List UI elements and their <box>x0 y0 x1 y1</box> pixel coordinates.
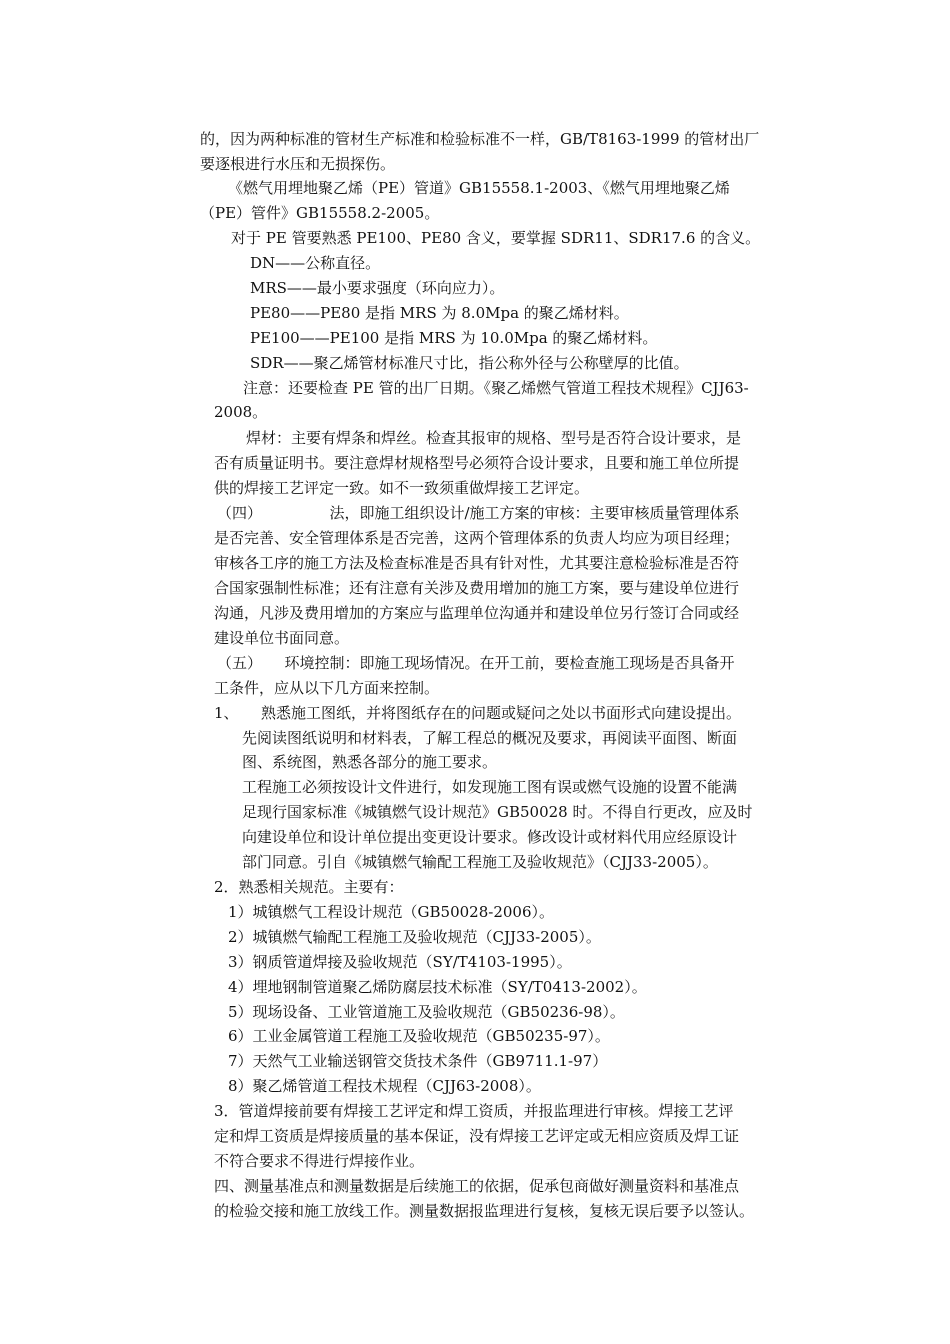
text-line: 不符合要求不得进行焊接作业。 <box>214 1152 425 1170</box>
text-line: 要逐根进行水压和无损探伤。 <box>200 155 396 173</box>
text-line: 6）工业金属管道工程施工及验收规范（GB50235-97）。 <box>228 1027 610 1045</box>
text-line: 3）钢质管道焊接及验收规范（SY/T4103-1995）。 <box>228 953 572 971</box>
text-line: 的，因为两种标准的管材生产标准和检验标准不一样，GB/T8163-1999 的管材出厂 <box>200 130 760 148</box>
text-line: 工程施工必须按设计文件进行，如发现施工图有误或燃气设施的设置不能满 <box>242 778 738 796</box>
text-line: 的检验交接和施工放线工作。测量数据报监理进行复核，复核无误后要予以签认。 <box>214 1202 755 1220</box>
text-line: 3．管道焊接前要有焊接工艺评定和焊工资质，并报监理进行审核。焊接工艺评 <box>214 1102 734 1120</box>
text-line: 7）天然气工业输送钢管交货技术条件（GB9711.1-97） <box>228 1052 608 1070</box>
text-line: 5）现场设备、工业管道施工及验收规范（GB50236-98）。 <box>228 1003 625 1021</box>
text-line: 先阅读图纸说明和材料表，了解工程总的概况及要求，再阅读平面图、断面 <box>242 729 738 747</box>
text-line: （四） 法，即施工组织设计/施工方案的审核：主要审核质量管理体系 <box>217 504 740 522</box>
text-line: 建设单位书面同意。 <box>214 629 350 647</box>
text-line: 定和焊工资质是焊接质量的基本保证，没有焊接工艺评定或无相应资质及焊工证 <box>214 1127 740 1145</box>
text-line: SDR——聚乙烯管材标准尺寸比，指公称外径与公称壁厚的比值。 <box>250 354 689 372</box>
text-line: 供的焊接工艺评定一致。如不一致须重做焊接工艺评定。 <box>214 479 590 497</box>
text-line: 2008。 <box>214 403 268 421</box>
text-line: 2）城镇燃气输配工程施工及验收规范（CJJ33-2005）。 <box>228 928 601 946</box>
text-line: 四、测量基准点和测量数据是后续施工的依据，促承包商做好测量资料和基准点 <box>214 1177 740 1195</box>
text-line: 工条件，应从以下几方面来控制。 <box>214 679 440 697</box>
text-line: 足现行国家标准《城镇燃气设计规范》GB50028 时。不得自行更改，应及时 <box>242 803 753 821</box>
text-line: MRS——最小要求强度（环向应力）。 <box>250 279 505 297</box>
text-line: （五） 环境控制：即施工现场情况。在开工前，要检查施工现场是否具备开 <box>217 654 735 672</box>
text-line: 审核各工序的施工方法及检查标准是否具有针对性，尤其要注意检验标准是否符 <box>214 554 740 572</box>
text-line: 《燃气用埋地聚乙烯（PE）管道》GB15558.1-2003、《燃气用埋地聚乙烯 <box>228 179 730 197</box>
text-line: 合国家强制性标准；还有注意有关涉及费用增加的施工方案，要与建设单位进行 <box>214 579 740 597</box>
text-line: （PE）管件》GB15558.2-2005。 <box>200 204 440 222</box>
text-line: 否有质量证明书。要注意焊材规格型号必须符合设计要求，且要和施工单位所提 <box>214 454 740 472</box>
text-line: 4）埋地钢制管道聚乙烯防腐层技术标准（SY/T0413-2002）。 <box>228 978 647 996</box>
text-line: 图、系统图，熟悉各部分的施工要求。 <box>242 753 498 771</box>
text-line: 是否完善、安全管理体系是否完善，这两个管理体系的负责人均应为项目经理； <box>214 529 740 547</box>
text-line: 沟通，凡涉及费用增加的方案应与监理单位沟通并和建设单位另行签订合同或经 <box>214 604 740 622</box>
text-line: DN——公称直径。 <box>250 254 381 272</box>
text-line: 2．熟悉相关规范。主要有： <box>214 878 404 896</box>
text-line: PE80——PE80 是指 MRS 为 8.0Mpa 的聚乙烯材料。 <box>250 304 629 322</box>
text-line: 焊材：主要有焊条和焊丝。检查其报审的规格、型号是否符合设计要求，是 <box>246 429 742 447</box>
text-line: 1、 熟悉施工图纸，并将图纸存在的问题或疑问之处以书面形式向建设提出。 <box>214 704 742 722</box>
text-line: 8）聚乙烯管道工程技术规程（CJJ63-2008）。 <box>228 1077 541 1095</box>
text-line: 注意：还要检查 PE 管的出厂日期。《聚乙烯燃气管道工程技术规程》CJJ63- <box>243 379 749 397</box>
text-line: 对于 PE 管要熟悉 PE100、PE80 含义，要掌握 SDR11、SDR17.6 的含义。 <box>231 229 761 247</box>
text-line: PE100——PE100 是指 MRS 为 10.0Mpa 的聚乙烯材料。 <box>250 329 658 347</box>
text-line: 向建设单位和设计单位提出变更设计要求。修改设计或材料代用应经原设计 <box>242 828 738 846</box>
text-line: 部门同意。引自《城镇燃气输配工程施工及验收规范》（CJJ33-2005）。 <box>242 853 718 871</box>
text-line: 1）城镇燃气工程设计规范（GB50028-2006）。 <box>228 903 555 921</box>
